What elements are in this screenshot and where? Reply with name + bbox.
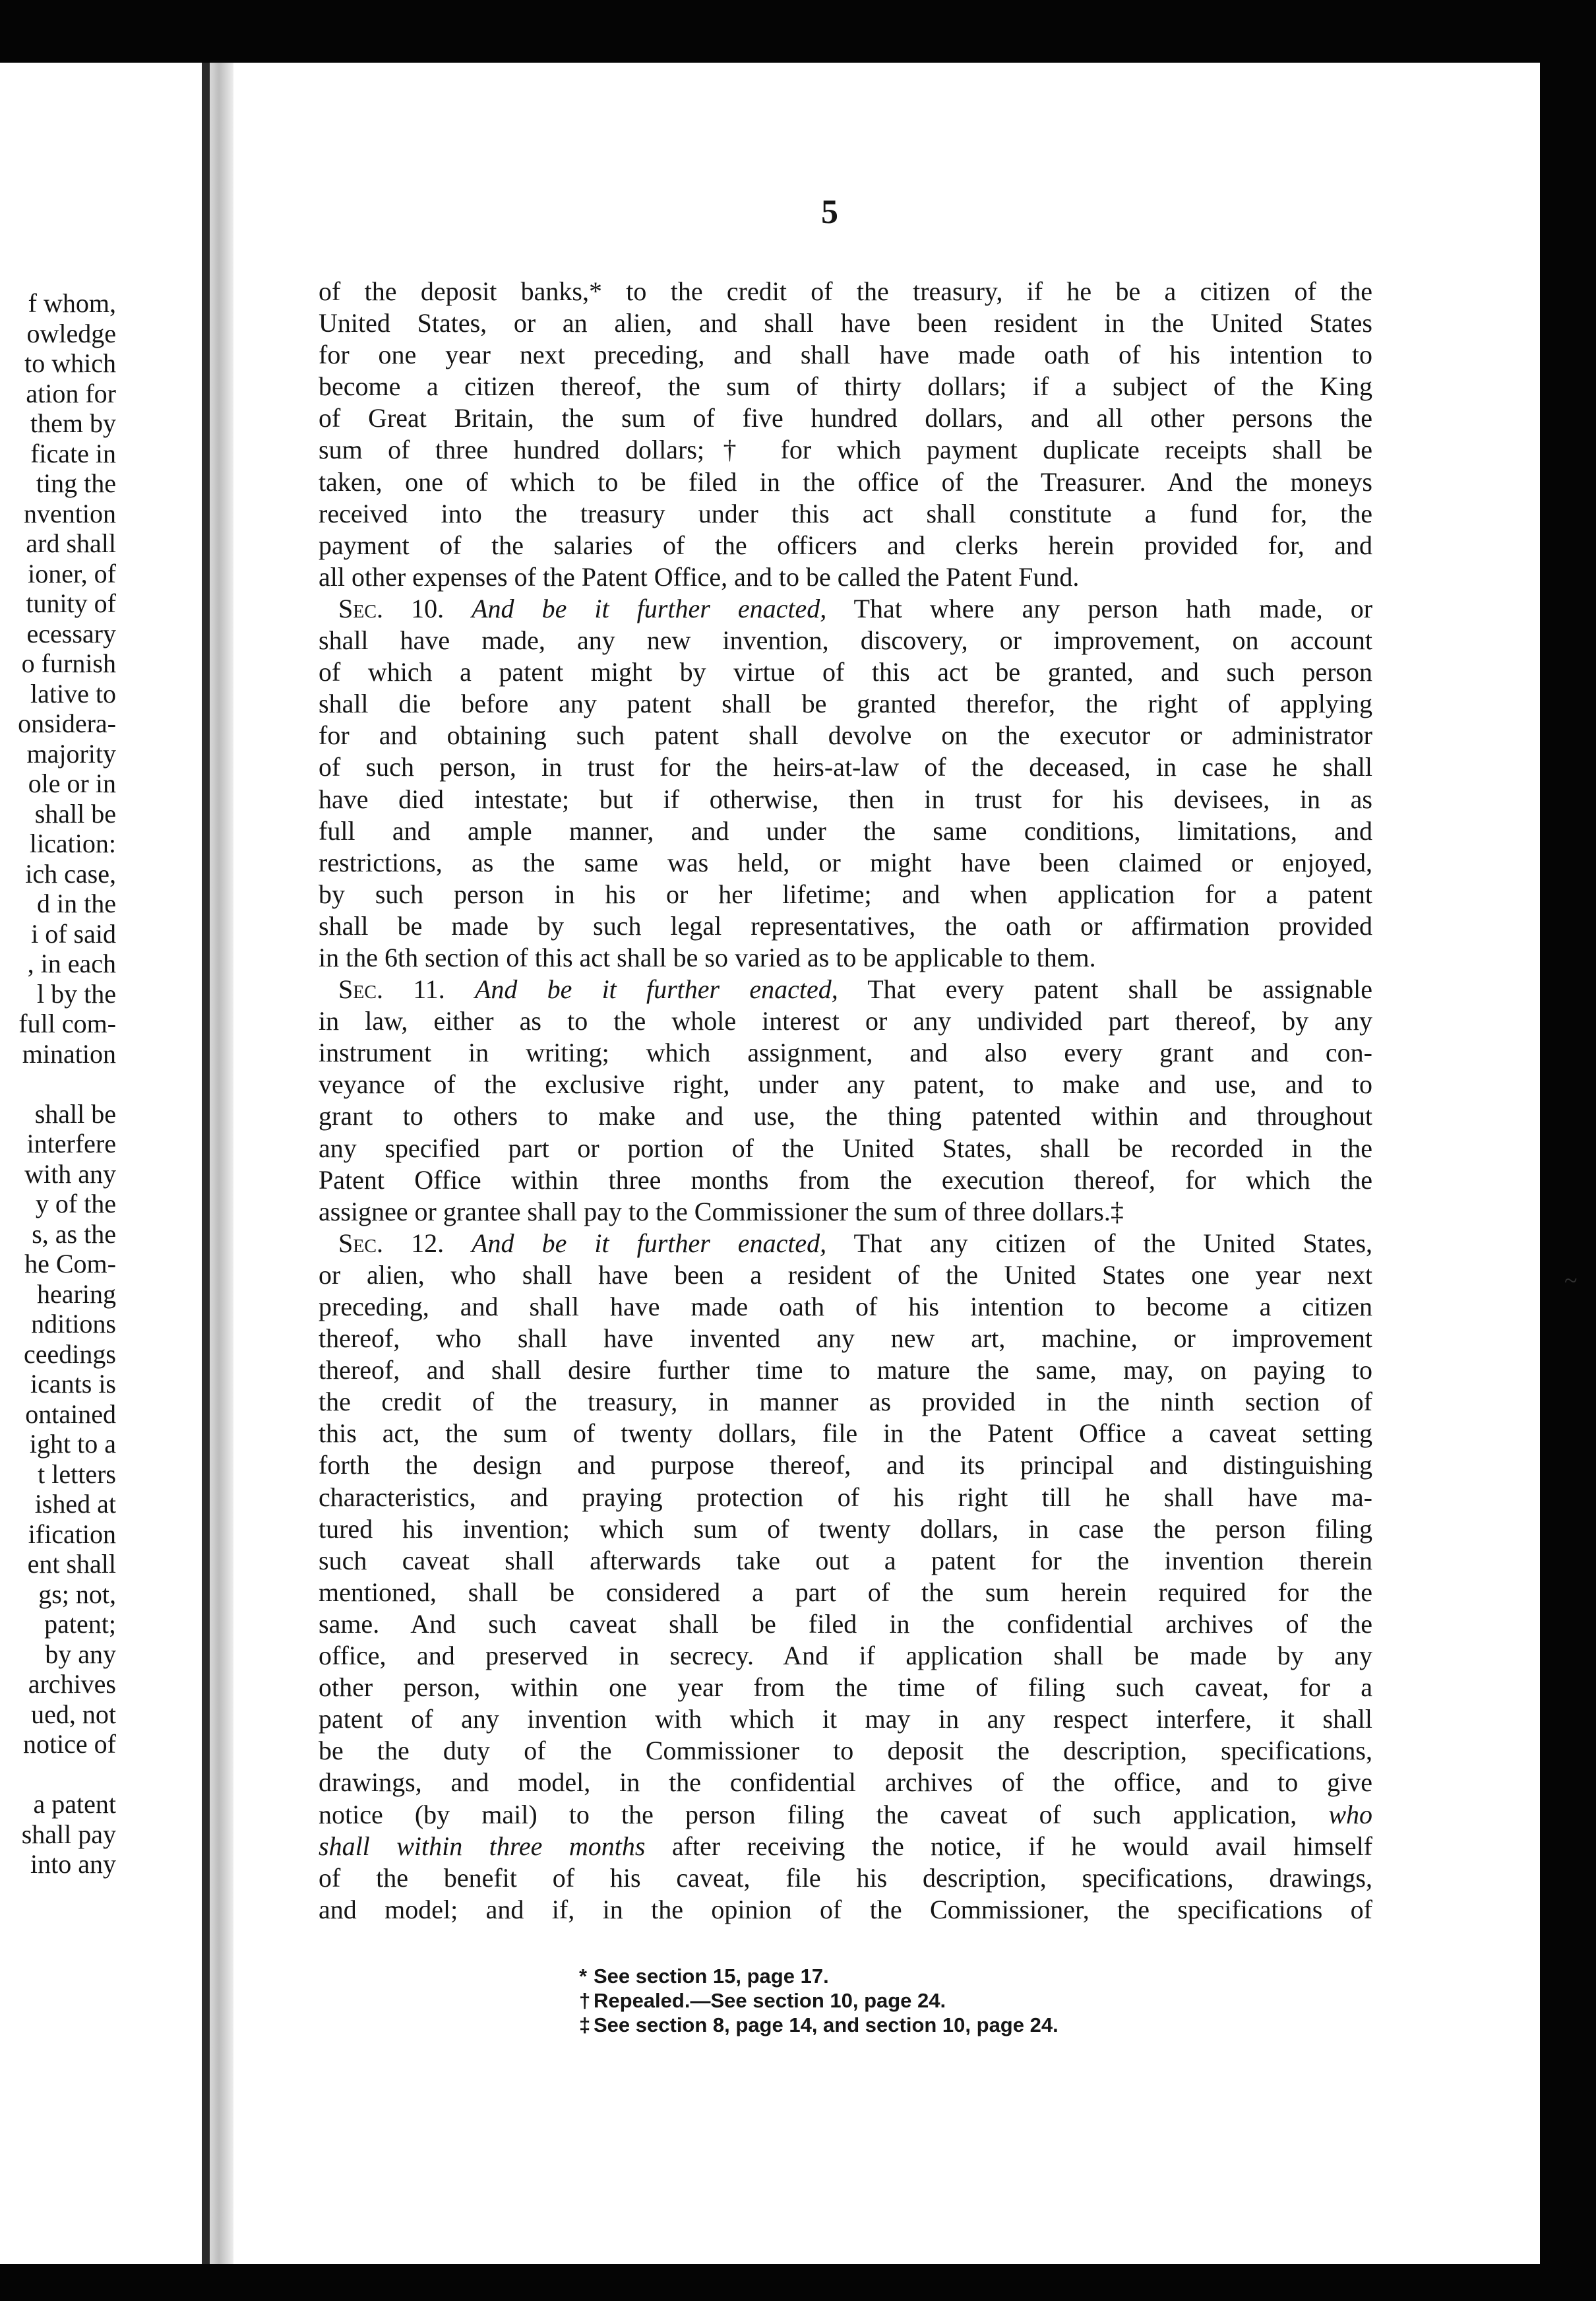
scan-border-bottom (0, 2264, 1596, 2301)
line-text: or alien, who shall have been a resident of the United States one year next (319, 1259, 1372, 1290)
line-text: received into the treasury under this act shall constitute a fund for, the (319, 498, 1372, 528)
facing-page-line: full com- (18, 1009, 116, 1038)
facing-page-line: ification (28, 1519, 116, 1549)
line-text: such caveat shall afterwards take out a patent for the invention therein (319, 1545, 1372, 1575)
line-text: office, and preserved in secrecy. And if application shall be made by any (319, 1641, 1372, 1671)
footnote-text: Repealed.—See section 10, page 24. (594, 1989, 946, 2012)
footnote-mark: † (579, 1989, 591, 2012)
footnote-mark: ‡ (579, 2013, 591, 2036)
line-text: be the duty of the Commissioner to deposit the description, specifications, (319, 1736, 1372, 1766)
text-line (319, 1069, 1372, 1100)
text-line (319, 1037, 1372, 1069)
footnote-text: See section 15, page 17. (594, 1965, 829, 1988)
text-line (319, 1418, 1372, 1449)
line-text: restrictions, as the same was held, or might have been claimed or enjoyed, (319, 847, 1372, 877)
italic-text: shall within three months (319, 1831, 646, 1861)
line-text: have died intestate; but if otherwise, then in trust for his devisees, in as (319, 784, 1372, 814)
text-line (319, 339, 1372, 371)
text-line (319, 498, 1372, 530)
facing-page-line: ficate in (30, 438, 116, 468)
text-line (319, 974, 1372, 1005)
text-line (319, 1608, 1372, 1640)
facing-page-line: a patent (33, 1789, 116, 1819)
footnote (579, 2013, 1059, 2037)
text-line (319, 1005, 1372, 1037)
facing-page-line: notice of (22, 1729, 116, 1759)
footnote (579, 1988, 1059, 2013)
line-text: characteristics, and praying protection of his right till he shall have ma- (319, 1482, 1372, 1512)
facing-page-line: ole or in (28, 769, 116, 798)
text-line (319, 879, 1372, 910)
line-text: grant to others to make and use, the thing patented within and throughout (319, 1101, 1372, 1131)
facing-page-line: tunity of (26, 588, 116, 618)
text-line (319, 1354, 1372, 1386)
text-line (319, 1735, 1372, 1767)
line-text: this act, the sum of twenty dollars, file in the Patent Office a caveat setting (319, 1418, 1372, 1449)
facing-page (0, 63, 202, 2264)
facing-page-line: , in each (27, 949, 116, 978)
facing-page-line: shall pay (21, 1819, 116, 1849)
line-text: That every patent shall be assignable (867, 974, 1373, 1005)
text-line (319, 276, 1372, 307)
text-line (319, 1100, 1372, 1132)
section-number: Sec. 11. (338, 974, 445, 1005)
text-line (319, 1862, 1372, 1894)
line-text: That where any person hath made, or (853, 593, 1373, 623)
page-spine-edge (202, 63, 210, 2264)
facing-page-line: patent; (44, 1609, 116, 1639)
text-line (319, 307, 1372, 339)
footnote-mark: * (579, 1965, 588, 1988)
text-line (319, 815, 1372, 847)
line-text: mentioned, shall be considered a part of the sum herein required for the (319, 1577, 1372, 1607)
enacting-clause: And be it further enacted, (474, 974, 838, 1005)
facing-page-line: ent shall (27, 1549, 116, 1579)
facing-page-line: ight to a (29, 1429, 116, 1459)
line-text: become a citizen thereof, the sum of thirty dollars; if a subject of the King (319, 371, 1372, 402)
line-text: instrument in writing; which assignment, and also every grant and con- (319, 1038, 1372, 1068)
text-line (319, 1482, 1372, 1513)
text-line (319, 784, 1372, 815)
facing-page-line: nvention (24, 498, 116, 528)
text-line (319, 1894, 1372, 1926)
text-line (319, 1703, 1372, 1735)
line-text: United States, or an alien, and shall have been resident in the United States (319, 308, 1372, 338)
facing-page-line: into any (30, 1849, 116, 1879)
line-text: the credit of the treasury, in manner as provided in the ninth section of (319, 1387, 1372, 1417)
text-line (319, 593, 1372, 625)
facing-page-line: s, as the (32, 1218, 116, 1249)
line-text: of Great Britain, the sum of five hundred dollars, and all other persons the (319, 403, 1372, 433)
line-text: of which a patent might by virtue of this act be granted, and such person (319, 657, 1372, 687)
facing-page-line: shall be (34, 798, 116, 829)
facing-page-line (18, 1759, 116, 1790)
line-text: other person, within one year from the time of filing such caveat, for a (319, 1672, 1372, 1703)
text-line (319, 751, 1372, 783)
facing-page-line: majority (26, 738, 116, 769)
line-text: thereof, who shall have invented any new art, machine, or improvement (319, 1323, 1372, 1354)
line-text: payment of the salaries of the officers and clerks herein provided for, and (319, 530, 1372, 560)
facing-page-line: with any (24, 1158, 116, 1189)
line-text: and model; and if, in the opinion of the Commissioner, the specifications of (319, 1894, 1372, 1924)
line-text: of the deposit banks,* to the credit of the treasury, if he be a citizen of the (319, 276, 1372, 306)
facing-page-line: lication: (29, 829, 116, 858)
text-line (319, 1449, 1372, 1481)
facing-page-line: ioner, of (28, 558, 116, 588)
line-text: tured his invention; which sum of twenty dollars, in case the person filing (319, 1513, 1372, 1544)
italic-text: who (1328, 1799, 1373, 1829)
body-text (319, 276, 1372, 1926)
scan-border-right (1540, 0, 1596, 2301)
text-line (319, 1577, 1372, 1608)
line-text: drawings, and model, in the confidential archives of the office, and to give (319, 1767, 1372, 1798)
facing-page-line: them by (30, 408, 116, 438)
facing-page-line: y of the (35, 1189, 116, 1218)
footnotes (579, 1964, 1059, 2037)
text-line (319, 371, 1372, 402)
line-text: patent of any invention with which it may in any respect interfere, it shall (319, 1704, 1372, 1734)
section-number: Sec. 10. (338, 593, 445, 623)
line-text: all other expenses of the Patent Office, and to be called the Patent Fund. (319, 561, 1080, 592)
line-text: for one year next preceding, and shall have made oath of his intention to (319, 340, 1372, 370)
line-text: veyance of the exclusive right, under any patent, to make and use, and to (319, 1069, 1372, 1100)
facing-page-line: gs; not, (38, 1579, 116, 1609)
text-line (319, 1164, 1372, 1196)
line-text: of such person, in trust for the heirs-at-law of the deceased, in case he shall (319, 752, 1372, 782)
text-line (319, 1323, 1372, 1354)
text-line (319, 1767, 1372, 1798)
stray-mark: ~ (1564, 1267, 1578, 1294)
text-line (319, 1513, 1372, 1545)
line-text: of the benefit of his caveat, file his description, specifications, drawings, (319, 1862, 1372, 1893)
facing-page-line: ished at (34, 1489, 116, 1519)
text-line (319, 1545, 1372, 1577)
facing-page-line: ting the (36, 468, 116, 498)
line-text: after receiving the notice, if he would avail himself (671, 1831, 1373, 1861)
facing-page-line: to which (24, 348, 116, 378)
page-number: 5 (821, 193, 838, 231)
text-line (319, 1291, 1372, 1323)
line-text: for and obtaining such patent shall devolve on the executor or administrator (319, 720, 1372, 751)
facing-page-line (18, 1069, 116, 1099)
text-line (319, 1799, 1372, 1831)
line-text: thereof, and shall desire further time to mature the same, may, on paying to (319, 1355, 1372, 1385)
facing-page-line: t letters (38, 1459, 116, 1489)
facing-page-line: l by the (37, 978, 116, 1009)
facing-page-line: ceedings (24, 1339, 116, 1369)
line-text: in the 6th section of this act shall be so varied as to be applicable to them. (319, 942, 1096, 972)
text-line (319, 720, 1372, 751)
text-line (319, 847, 1372, 879)
facing-page-line: ation for (26, 378, 116, 408)
text-line (319, 942, 1372, 974)
facing-page-line: mination (22, 1038, 116, 1069)
text-line (319, 1196, 1372, 1228)
facing-page-line: d in the (37, 889, 116, 918)
line-text: notice (by mail) to the person filing the caveat of such application, (319, 1799, 1297, 1829)
text-line (319, 434, 1372, 466)
facing-page-line: archives (28, 1669, 116, 1699)
facing-page-line: shall be (34, 1098, 116, 1129)
facing-page-line: by any (45, 1639, 116, 1669)
line-text: any specified part or portion of the United States, shall be recorded in the (319, 1133, 1372, 1163)
line-text: shall die before any patent shall be granted therefor, the right of applying (319, 689, 1372, 719)
line-text: assignee or grantee shall pay to the Commissioner the sum of three dollars.‡ (319, 1196, 1124, 1226)
text-line (319, 1831, 1372, 1862)
line-text: Patent Office within three months from the execution thereof, for which the (319, 1164, 1372, 1195)
text-line (319, 402, 1372, 434)
facing-page-line: he Com- (24, 1249, 116, 1278)
footnote-text: See section 8, page 14, and section 10, page 24. (594, 2013, 1059, 2036)
scan-border-top (0, 0, 1596, 63)
text-line (319, 656, 1372, 688)
text-line (319, 1386, 1372, 1418)
facing-page-line: ecessary (26, 618, 116, 648)
facing-page-line: nditions (31, 1309, 116, 1339)
facing-page-text (18, 288, 116, 1879)
text-line (319, 466, 1372, 498)
line-text: shall have made, any new invention, discovery, or improvement, on account (319, 625, 1372, 656)
enacting-clause: And be it further enacted, (472, 1228, 827, 1258)
facing-page-line: ontained (25, 1399, 116, 1429)
line-text: in law, either as to the whole interest or any undivided part thereof, by any (319, 1006, 1372, 1036)
line-text: preceding, and shall have made oath of his intention to become a citizen (319, 1292, 1372, 1321)
page-spine (210, 63, 233, 2264)
line-text: sum of three hundred dollars;† for which payment duplicate receipts shall be (319, 435, 1372, 465)
enacting-clause: And be it further enacted, (472, 593, 827, 623)
footnote (579, 1964, 1059, 1988)
line-text: by such person in his or her lifetime; and when application for a patent (319, 879, 1372, 909)
line-text: same. And such caveat shall be filed in the confidential archives of the (319, 1608, 1372, 1639)
facing-page-line: onsidera- (18, 709, 116, 738)
facing-page-line: ued, not (31, 1699, 116, 1729)
text-line (319, 561, 1372, 593)
text-line (319, 1228, 1372, 1259)
facing-page-line: lative to (30, 678, 116, 709)
facing-page-line: f whom, (28, 288, 116, 318)
line-text: forth the design and purpose thereof, and its principal and distinguishing (319, 1450, 1372, 1480)
line-text: shall be made by such legal representatives, the oath or affirmation provided (319, 910, 1372, 941)
facing-page-line: ard shall (26, 528, 116, 558)
line-text: That any citizen of the United States, (853, 1228, 1373, 1258)
section-number: Sec. 12. (338, 1228, 445, 1258)
line-text: taken, one of which to be filed in the office of the Treasurer. And the moneys (319, 466, 1372, 497)
text-line (319, 1133, 1372, 1164)
facing-page-line: interfere (26, 1129, 116, 1158)
facing-page-line: icants is (30, 1369, 116, 1399)
line-text: full and ample manner, and under the same conditions, limitations, and (319, 815, 1372, 846)
facing-page-line: i of said (31, 918, 116, 949)
text-line (319, 625, 1372, 656)
facing-page-line: hearing (37, 1278, 116, 1309)
text-line (319, 1259, 1372, 1291)
facing-page-line: o furnish (21, 648, 116, 678)
facing-page-line: ich case, (25, 858, 116, 889)
text-line (319, 530, 1372, 561)
text-line (319, 910, 1372, 942)
text-line (319, 1672, 1372, 1703)
facing-page-line: owledge (26, 318, 116, 348)
text-line (319, 1640, 1372, 1672)
text-line (319, 688, 1372, 720)
